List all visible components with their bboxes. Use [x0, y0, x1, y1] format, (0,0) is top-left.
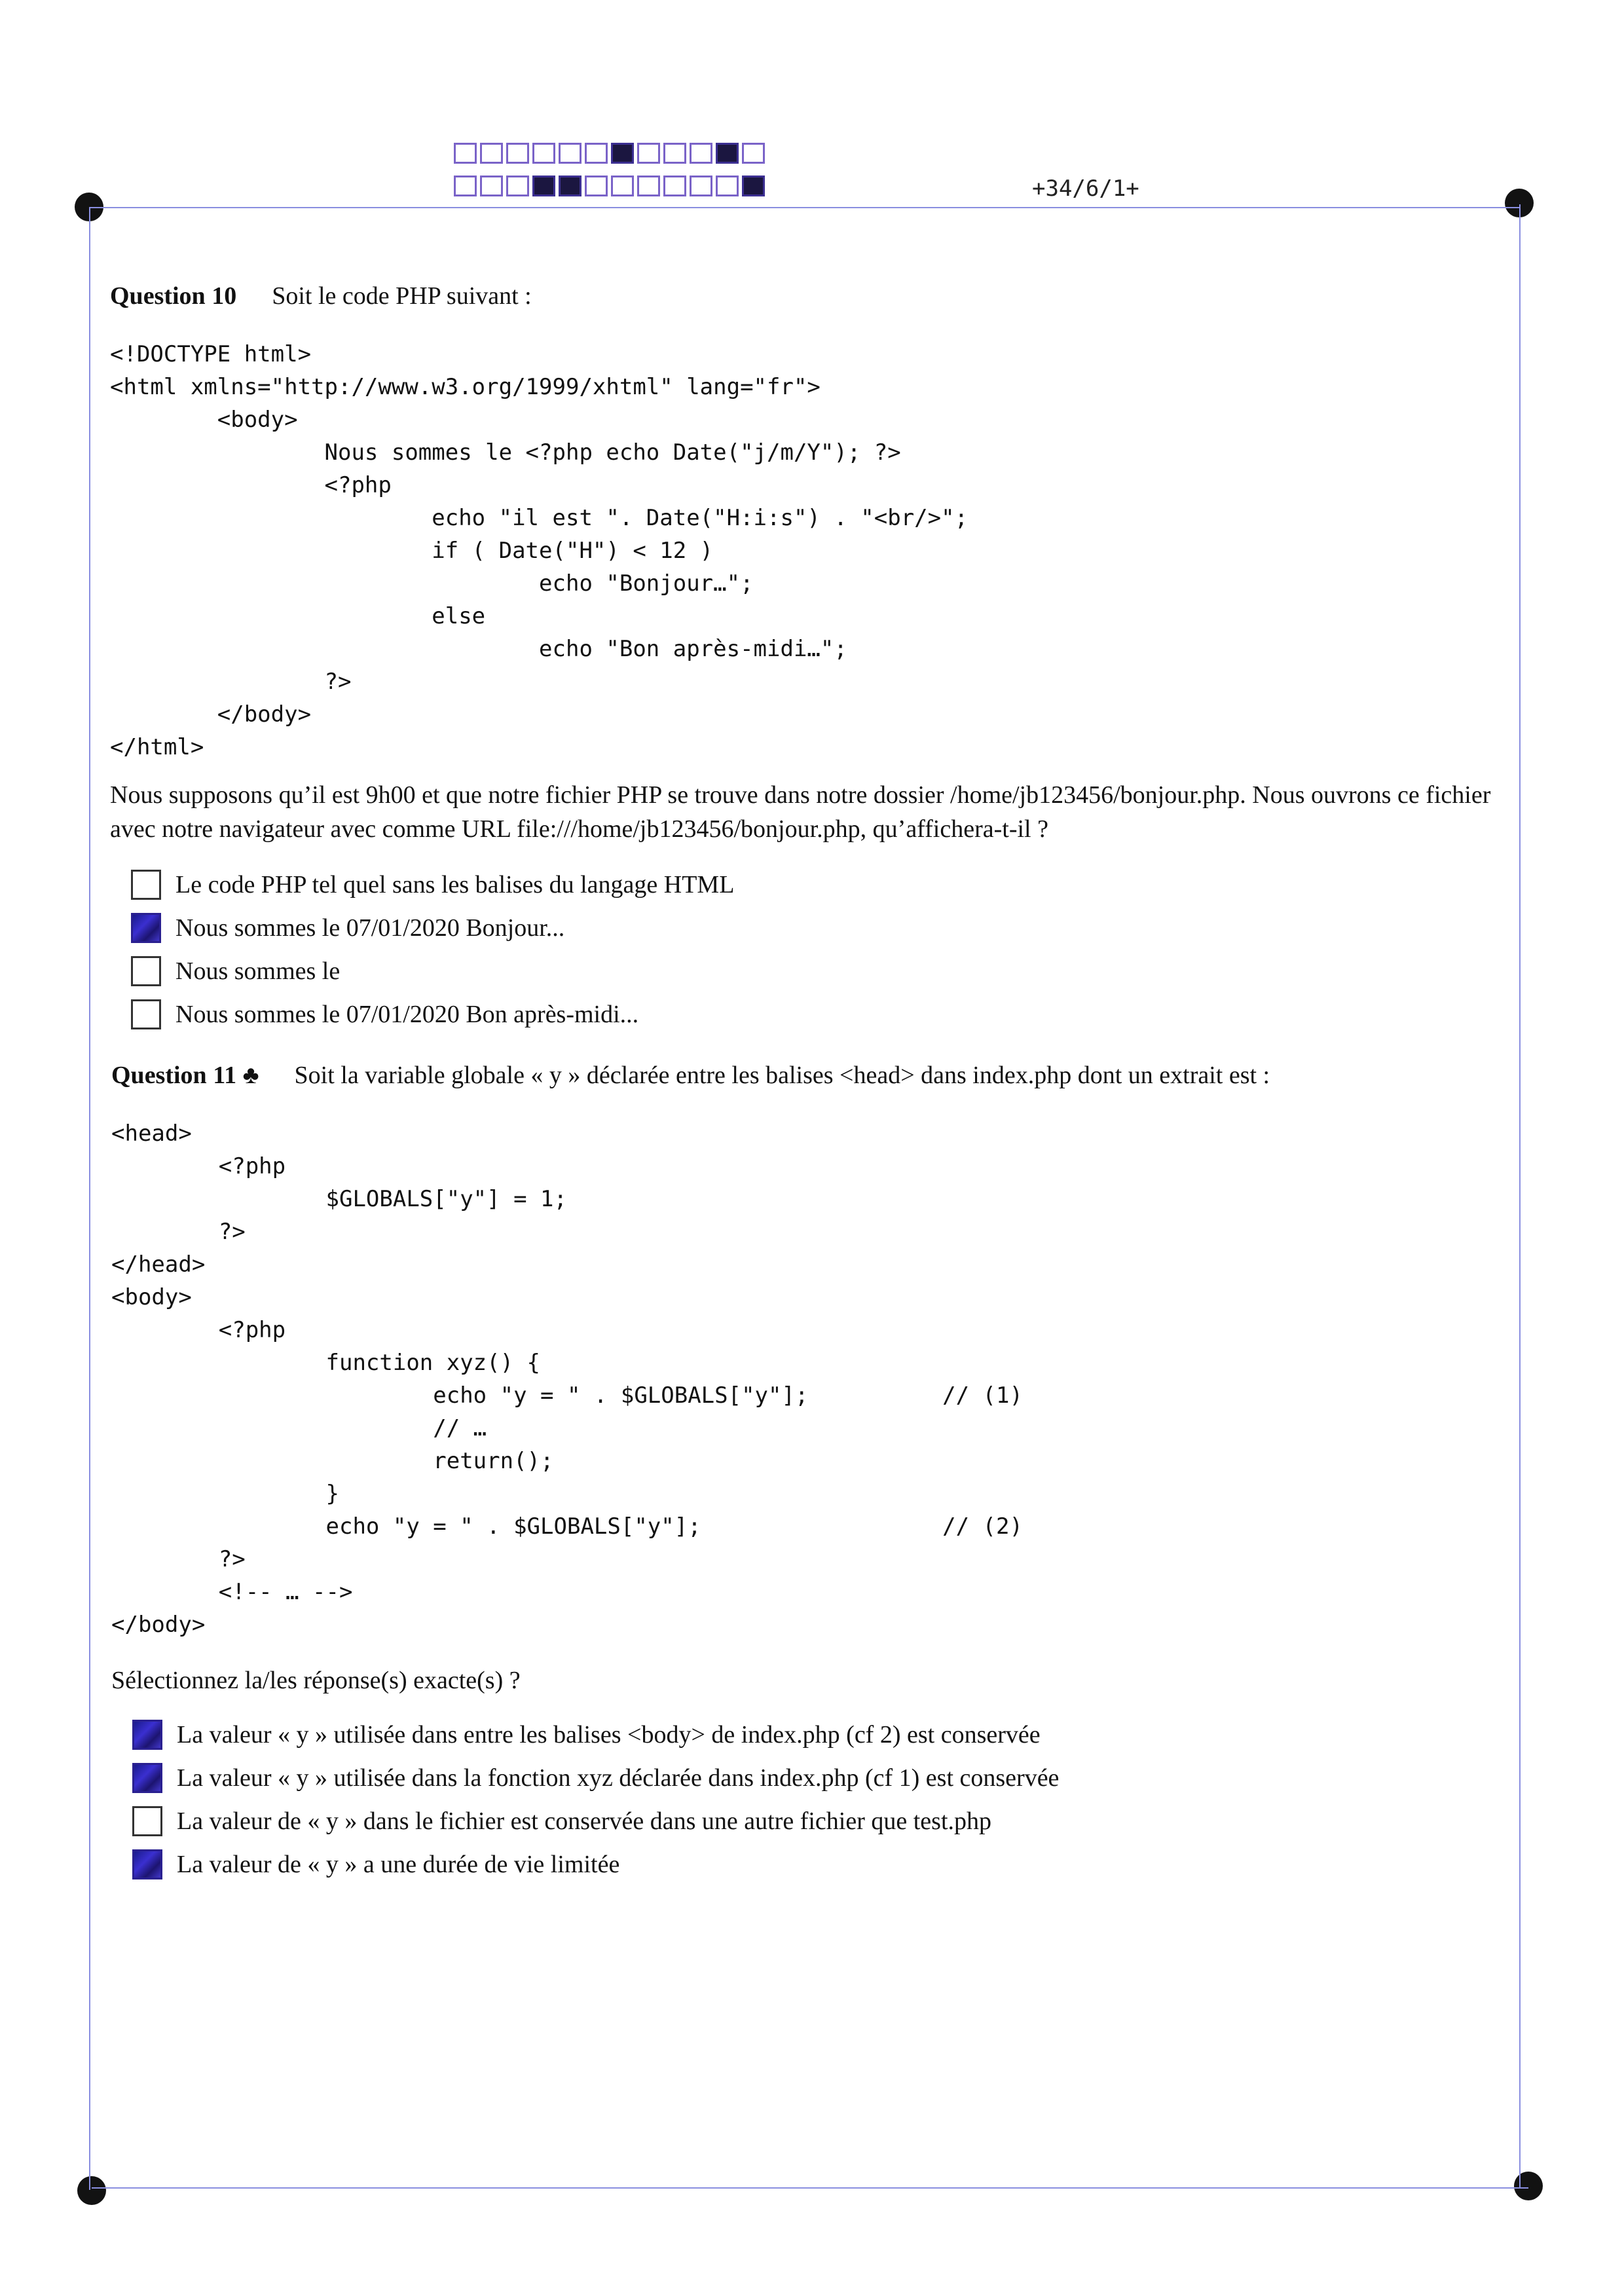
code-box-empty — [663, 176, 686, 196]
page-code-row-bottom — [454, 176, 768, 198]
code-box-filled — [611, 143, 634, 164]
answer-option[interactable] — [131, 863, 734, 906]
frame-top — [89, 207, 1519, 208]
code-box-empty — [506, 143, 529, 164]
answer-checkbox-checked[interactable] — [132, 1720, 162, 1750]
question-10-code: <!DOCTYPE html> <html xmlns="http://www.w3.org/1999/xhtml" lang="fr"> <body> Nous sommes le <?php echo Date("j/m/Y"); ?> <?php echo "il est ". Date("H:i:s") . "<br/>"; if ( Date("H") < 12 ) echo "Bonjour…"; else echo "Bon après-midi…"; ?> </body> </html> — [110, 341, 969, 760]
question-number: Question 10 — [110, 282, 237, 310]
question-text: Soit le code PHP suivant : — [272, 282, 532, 310]
question-number: Question 11 ♣ — [111, 1062, 259, 1089]
code-box-empty — [742, 143, 765, 164]
registration-dot-bottom-right — [1514, 2172, 1543, 2200]
page-id: +34/6/1+ — [1032, 176, 1139, 202]
answer-label: La valeur de « y » a une durée de vie limitée — [177, 1851, 620, 1878]
frame-left — [89, 207, 90, 2190]
answer-option[interactable] — [131, 906, 734, 950]
question-11-answers — [132, 1713, 1059, 1886]
answer-label: Nous sommes le 07/01/2020 Bonjour... — [175, 914, 565, 942]
code-box-filled — [559, 176, 581, 196]
code-box-empty — [480, 143, 503, 164]
question-text: Soit la variable globale « y » déclarée entre les balises <head> dans index.php dont un extrait est : — [294, 1062, 1270, 1089]
code-box-filled — [716, 143, 739, 164]
question-11-prompt: Sélectionnez la/les réponse(s) exacte(s) ? — [111, 1667, 521, 1694]
question-11-code: <head> <?php $GLOBALS["y"] = 1; ?> </head> <body> <?php function xyz() { echo "y = " . $GLOBALS["y"]; // (1) // … return(); } echo "y = " . $GLOBALS["y"]; // (2) ?> <!-- … --> </body> — [111, 1120, 1023, 1638]
answer-option[interactable] — [132, 1756, 1059, 1800]
question-11-header — [111, 1061, 1270, 1090]
question-10-answers — [131, 863, 734, 1036]
answer-label: Le code PHP tel quel sans les balises du langage HTML — [175, 871, 735, 898]
answer-option[interactable] — [132, 1843, 1059, 1886]
answer-option[interactable] — [132, 1713, 1059, 1756]
answer-checkbox-checked[interactable] — [131, 913, 161, 943]
answer-label: La valeur « y » utilisée dans la fonction xyz déclarée dans index.php (cf 1) est conservée — [177, 1764, 1060, 1792]
answer-label: Nous sommes le — [175, 957, 341, 985]
code-box-empty — [454, 143, 477, 164]
code-box-empty — [506, 176, 529, 196]
code-box-empty — [611, 176, 634, 196]
code-box-empty — [480, 176, 503, 196]
code-box-filled — [532, 176, 555, 196]
question-10-header — [110, 282, 532, 310]
code-box-empty — [637, 176, 660, 196]
answer-checkbox-checked[interactable] — [132, 1849, 162, 1879]
code-box-empty — [663, 143, 686, 164]
code-box-empty — [585, 176, 608, 196]
answer-label: La valeur de « y » dans le fichier est conservée dans une autre fichier que test.php — [177, 1807, 991, 1835]
code-box-empty — [716, 176, 739, 196]
answer-label: Nous sommes le 07/01/2020 Bon après-midi... — [175, 1001, 639, 1028]
answer-checkbox[interactable] — [131, 999, 161, 1029]
code-box-filled — [742, 176, 765, 196]
code-box-empty — [454, 176, 477, 196]
page-code-row-top — [454, 143, 768, 165]
code-box-empty — [690, 176, 712, 196]
answer-checkbox[interactable] — [131, 956, 161, 986]
answer-checkbox[interactable] — [131, 870, 161, 900]
code-box-empty — [690, 143, 712, 164]
code-box-empty — [532, 143, 555, 164]
answer-checkbox-checked[interactable] — [132, 1763, 162, 1793]
code-box-empty — [585, 143, 608, 164]
answer-option[interactable] — [131, 950, 734, 993]
answer-option[interactable] — [132, 1800, 1059, 1843]
answer-checkbox[interactable] — [132, 1806, 162, 1836]
question-10-prompt: Nous supposons qu’il est 9h00 et que notre fichier PHP se trouve dans notre dossier /home/jb123456/bonjour.php. Nous ouvrons ce fichier avec notre navigateur avec comme URL file:///home/jb123456/bonjour.php, qu’affichera-t-il ? — [110, 781, 1491, 843]
frame-right — [1519, 204, 1521, 2187]
registration-dot-bottom-left — [77, 2176, 106, 2205]
code-box-empty — [637, 143, 660, 164]
answer-label: La valeur « y » utilisée dans entre les balises <body> de index.php (cf 2) est conservée — [177, 1721, 1041, 1749]
answer-option[interactable] — [131, 993, 734, 1036]
code-box-empty — [559, 143, 581, 164]
frame-bottom — [92, 2187, 1528, 2189]
